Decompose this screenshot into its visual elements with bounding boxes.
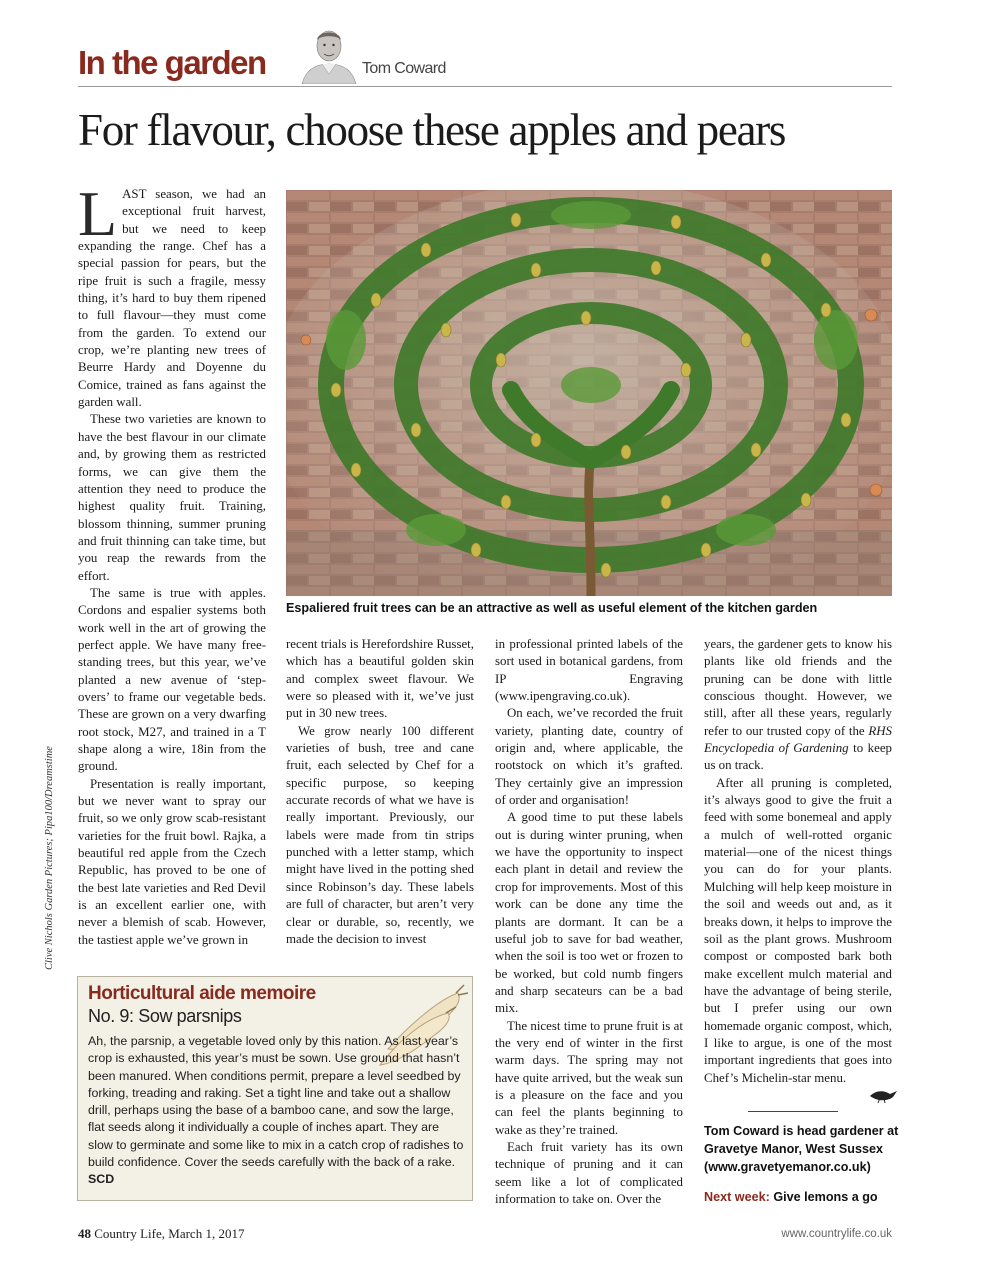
- next-week: [704, 1190, 878, 1204]
- next-week-topic: Give lemons a go: [773, 1190, 878, 1204]
- box-subtitle: No. 9: Sow parsnips: [88, 1006, 242, 1026]
- footer-url: www.countrylife.co.uk: [781, 1228, 892, 1240]
- article-column-1: [78, 178, 266, 966]
- headline: For flavour, choose these apples and pears: [78, 105, 786, 155]
- photo-credit: Clive Nichols Garden Pictures; Pipa100/Dreamstime: [44, 746, 55, 970]
- drop-cap: L: [78, 178, 118, 249]
- article-paragraph: We grow nearly 100 different varieties of bush, tree and cane fruit, each selected by Chef for a specific purpose, so keeping accurate records of what we have is really important. Previously, our labels were made from tin strips punched with a letter stamp, which might have lived in the potting shed since Robinson’s day. These labels are full of character, but aren’t very clear or durable, so, recently, we made the decision to invest: [286, 723, 474, 946]
- photo-caption: Espaliered fruit trees can be an attractive as well as useful element of the kitchen garden: [286, 601, 818, 615]
- header-divider: [78, 86, 892, 87]
- author-byline: Tom Coward: [362, 60, 446, 77]
- publication-date: Country Life, March 1, 2017: [94, 1226, 245, 1241]
- box-title: Horticultural aide memoire: [88, 983, 316, 1004]
- article-paragraph: The nicest time to prune fruit is at the very end of winter in the first warm days. The spring may not have quite arrived, but the weak sun is a pleasure on the face and you can feel the plants beginning to wake as they’re trained.: [495, 1018, 683, 1137]
- article-column-2: [286, 636, 474, 966]
- section-title: In the garden: [78, 44, 266, 81]
- article-paragraph: The same is true with apples. Cordons and espalier systems both work well in the art of growing the perfect apple. We have many free-standing trees, but this year, we’ve planted a new avenue of ‘step-overs’ to frame our vegetable beds. These are grown on a very dwarfing root stock, M27, and trained in a T shape along a wire, 18in from the ground.: [78, 585, 266, 774]
- article-paragraph: On each, we’ve recorded the fruit variety, planting date, country of origin and, where applicable, the rootstock on which it’s grafted. They certainly give an impression of order and organisation!: [495, 706, 683, 808]
- espalier-photo: [286, 190, 892, 596]
- article-paragraph: recent trials is Herefordshire Russet, which has a beautiful golden skin and complex sweet flavour. We were so pleased with it, we’ve just put in 30 new trees.: [286, 637, 474, 721]
- article-paragraph: After all pruning is completed, it’s always good to give the fruit a feed with some bonemeal and apply a mulch of well-rotted organic material—one of the nicest things you can do for your plants. Mulching will help keep moisture in the soil and weeds out and, as it breaks down, it helps to improve the soil as the plant grows. Mushroom compost or composted bark both make excellent mulch material and have the advantage of being sterile, but I prefer using our own homemade organic compost, which, I like to argue, is one of the most important ingredients that goes into Chef’s Michelin-star menu.: [704, 775, 892, 1085]
- bio-divider: [748, 1111, 838, 1112]
- footer-folio: [78, 1226, 244, 1242]
- article-paragraph: LAST season, we had an exceptional fruit harvest, but we need to keep expanding the range. Chef has a special passion for pears, but the ripe fruit is such a fragile, messy thing, it’s hard to buy them ripened to full flavour—they must come from the garden. To extend our crop, we’re planting new trees of Beurre Hardy and Doyenne du Comice, trained as fans against the garden wall.: [78, 178, 266, 410]
- aide-memoire-box: [77, 976, 473, 1201]
- article-paragraph: years, the gardener gets to know his plants like old friends and the pruning can be done with little conscious thought. However, we still, after all these years, regularly refer to our trusted copy of the RHS Encyclopedia of Gardening to keep us on track.: [704, 637, 892, 773]
- article-paragraph: Presentation is really important, but we never want to spray our fruit, so we only grow scab-resistant varieties for the fruit bowl. Rajka, a beautiful red apple from the Czech Republic, has proved to be one of the best late varieties and Red Devil is an excellent earlier one, with never a blemish of scab. However, the tastiest apple we’ve grown in: [78, 776, 266, 947]
- article-column-4: [704, 636, 892, 1087]
- author-avatar: [298, 24, 360, 84]
- espalier-illustration: [286, 190, 892, 596]
- article-paragraph: Each fruit variety has its own technique of pruning and it can seem like a lot of complicated information to take on. Over the: [495, 1139, 683, 1206]
- box-body: Ah, the parsnip, a vegetable loved only by this nation. As last year’s crop is exhausted, this year’s must be sown. Use ground that hasn’t been manured. When conditions permit, prepare a level seedbed by forking, treading and raking. Set a tight line and take out a shallow drill, perhaps using the base of a bamboo cane, and sow the large, flat seeds along it individually a couple of inches apart. They are slow to germinate and some like to mix in a catch crop of radishes to build confidence. Cover the seeds carefully with the back of a rake. SCD: [88, 1034, 464, 1187]
- article-paragraph: A good time to put these labels out is during winter pruning, when we have the opportunity to inspect each plant in detail and review the crop for improvements. Most of this work can be done any time the plants are dormant. It can be a useful job to save for bad weather, when the soil is too wet or frozen to be worked, but cold numb fingers and sharp secateurs can be a bad mix.: [495, 810, 683, 1016]
- author-bio: Tom Coward is head gardener at Gravetye Manor, West Sussex (www.gravetyemanor.co.uk): [704, 1124, 899, 1174]
- page-number: 48: [78, 1226, 91, 1241]
- article-paragraph: These two varieties are known to have the best flavour in our climate and, by growing them as restricted forms, we can give them the attention they need to produce the highest quality fruit. Training, blossom thinning, summer pruning and fruit thinning can take time, but you reap the rewards from the effort.: [78, 412, 266, 583]
- book-title: RHS Encyclopedia of Gardening: [704, 723, 892, 756]
- next-week-label: Next week:: [704, 1190, 770, 1204]
- box-signature: SCD: [88, 1172, 115, 1187]
- article-paragraph: in professional printed labels of the sort used in botanical gardens, from IP Engraving (www.ipengraving.co.uk).: [495, 637, 683, 704]
- article-column-3: [495, 636, 683, 1208]
- end-mark-bird-icon: [868, 1088, 898, 1104]
